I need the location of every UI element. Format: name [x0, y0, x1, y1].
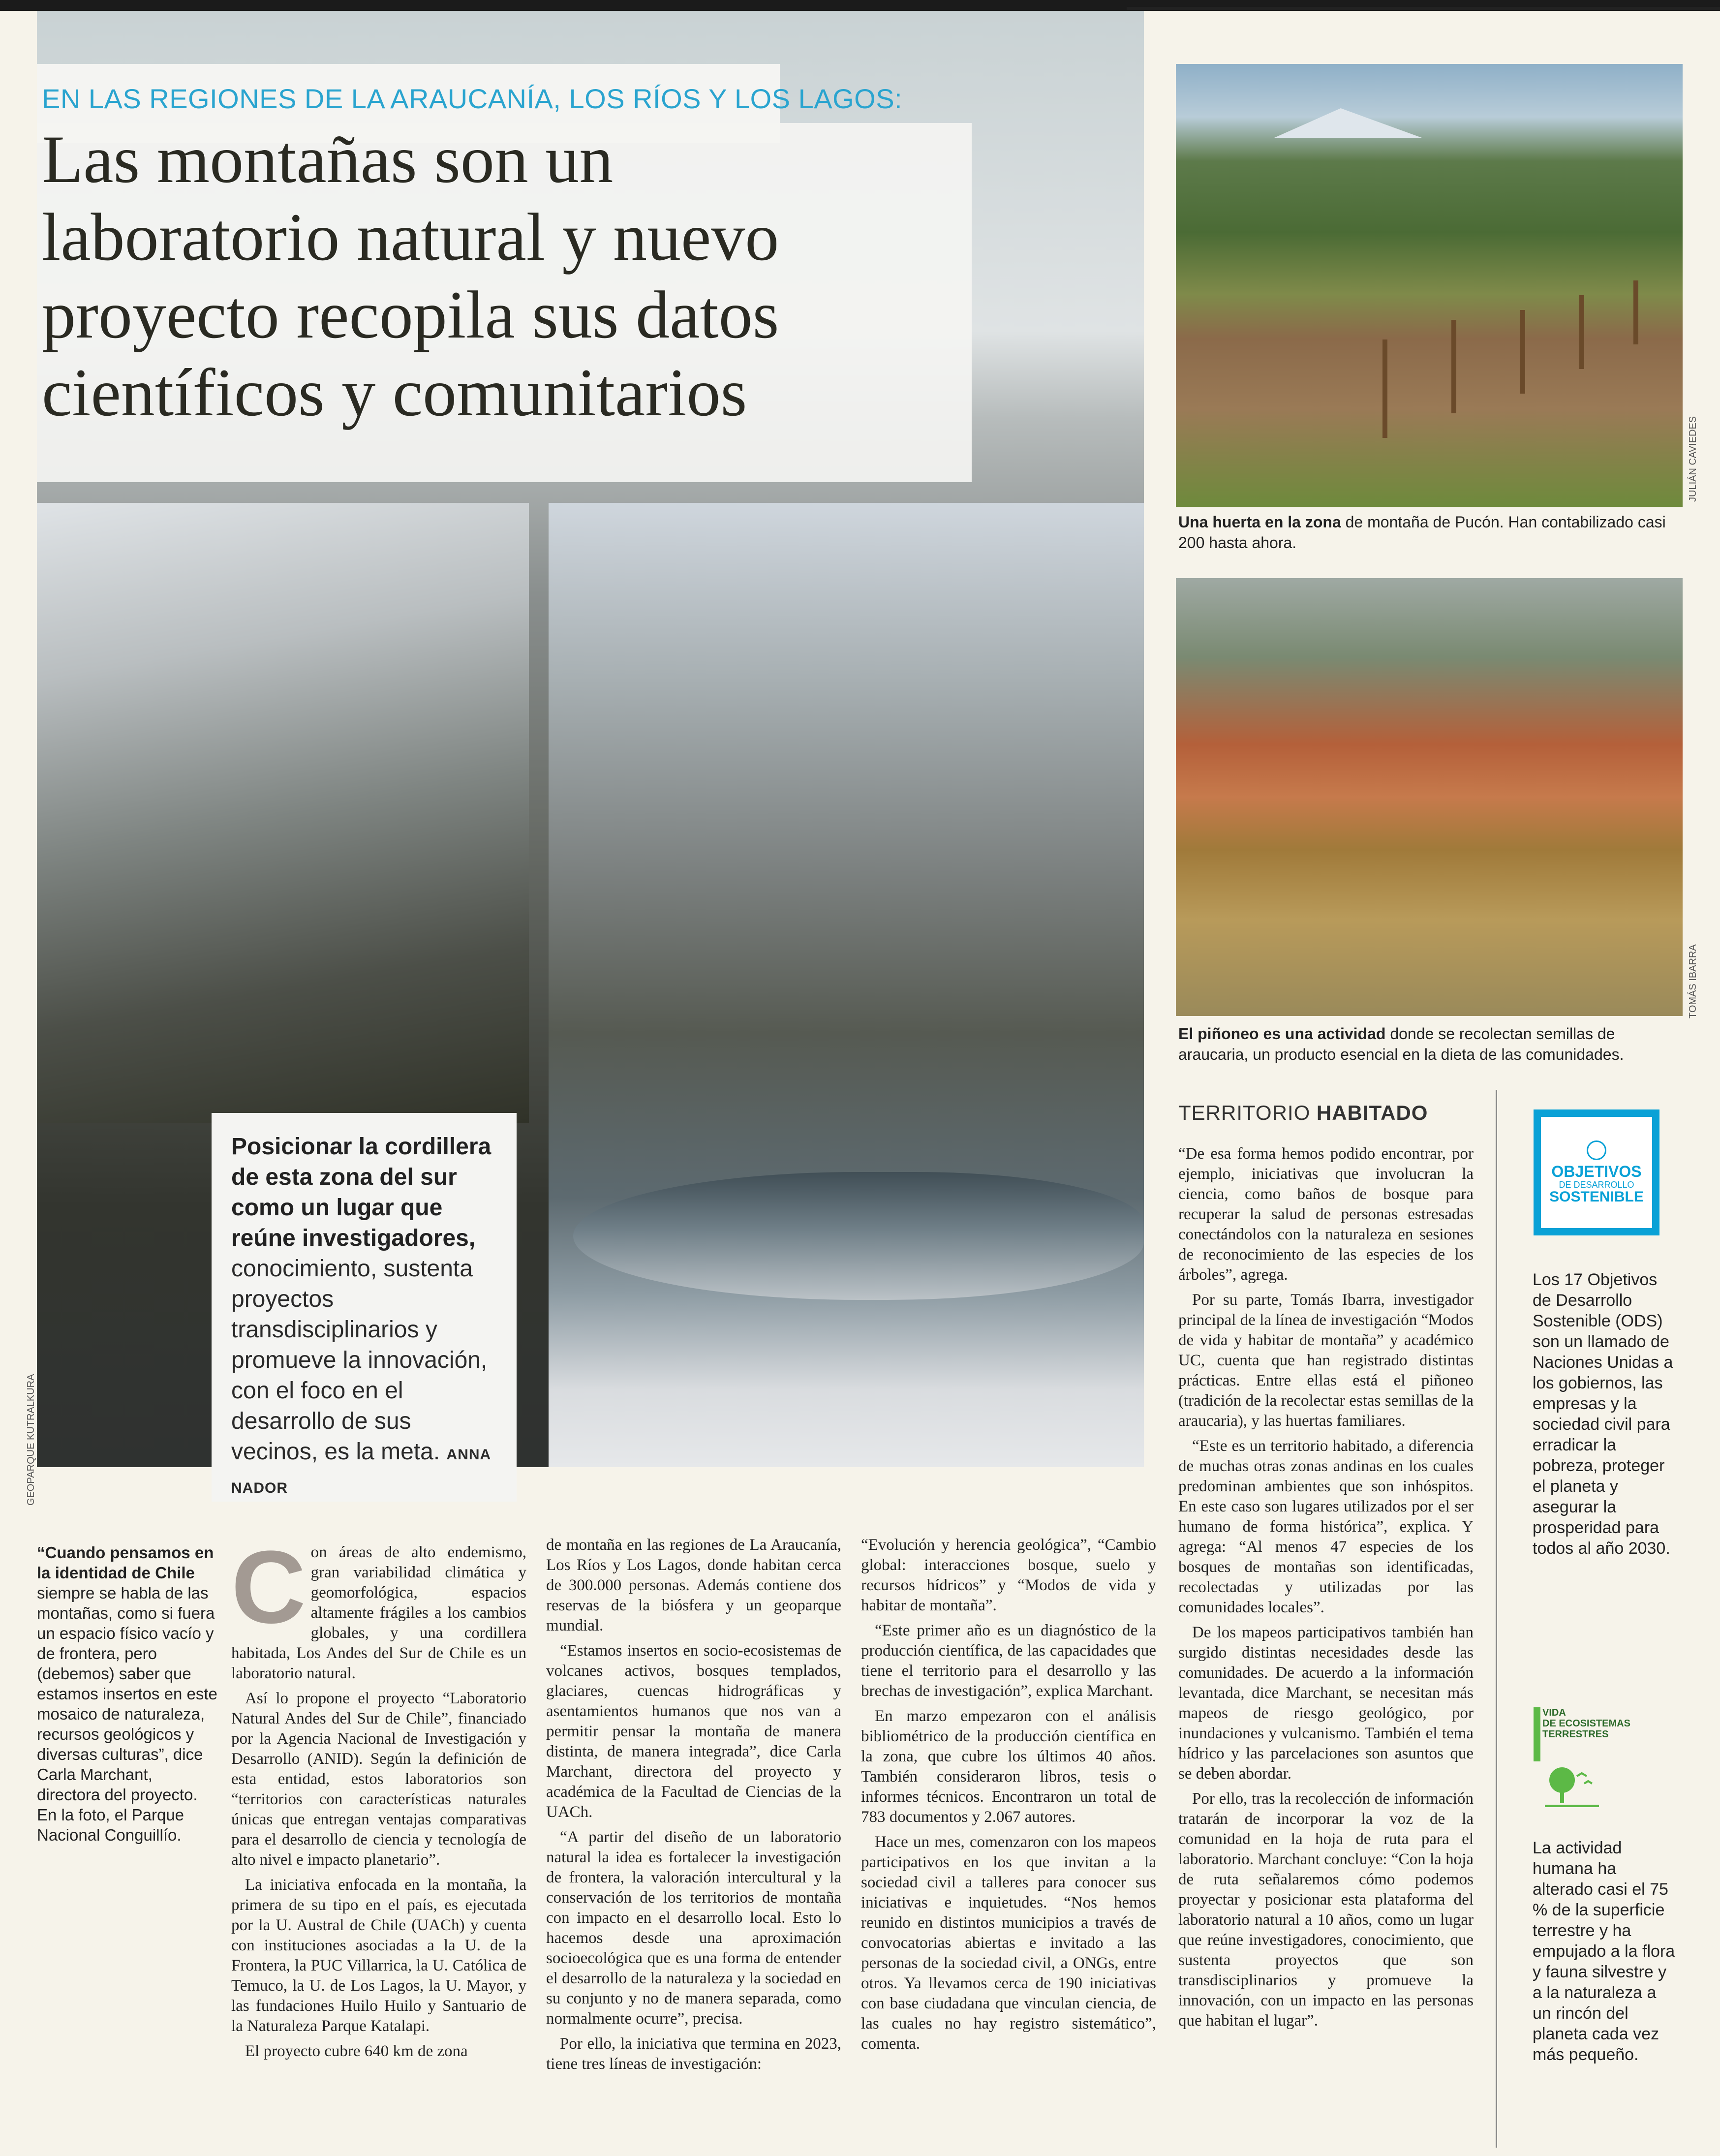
headline-line-2: laboratorio natural y nuevo	[42, 199, 779, 275]
ods-brand-line-2: DE DESARROLLO	[1559, 1180, 1634, 1190]
ods-logo-inner	[1541, 1117, 1652, 1228]
photo-left-panel	[37, 503, 529, 1123]
ods-text: Los 17 Objetivos de Desarrollo Sostenible (ODS) son un llamado de Naciones Unidas a los gobiernos, las empresas y la sociedad civil para erradicar la pobreza, proteger el planeta y asegurar la prosperidad para todos al año 2030.	[1533, 1270, 1673, 1558]
headline-line-4: científicos y comunitarios	[42, 355, 747, 430]
fence-post	[1579, 295, 1584, 369]
photo-mid-caption	[1178, 1023, 1683, 1065]
photo-mid-caption-rest: donde se recolectan semillas de araucaria, un producto esencial en la dieta de las comunidades.	[1178, 1025, 1624, 1063]
eco-label-3: TERRESTRES	[1542, 1729, 1609, 1740]
drop-cap: C	[231, 1529, 306, 1645]
eco-logo	[1534, 1707, 1647, 1816]
body-col4-p1: “De esa forma hemos podido encontrar, por ejemplo, iniciativas que involucran la ciencia, como baños de bosque para recuperar la salud de personas estresadas conectándolos con la naturaleza en sesiones de reconocimiento de las especies de los árboles”, agrega.	[1178, 1145, 1474, 1284]
photo-top-credit: JULIÁN CAVIEDES	[1688, 416, 1698, 502]
eco-label-2: DE ECOSISTEMAS	[1542, 1718, 1630, 1729]
section-title	[1178, 1101, 1428, 1125]
body-col4-p2: Por su parte, Tomás Ibarra, investigador principal de la línea de investigación “Modos de vida y habitar de montaña” y académico UC, cuenta que han registrado distintas prácticas. Entre ellas está el piñoneo (tradición de la recolectar estas semillas de la araucaria), y las huertas familiares.	[1178, 1291, 1474, 1430]
pinoneo-photo	[1176, 578, 1683, 1016]
main-photo-caption	[37, 1542, 219, 1845]
ods-brand-line-3: SOSTENIBLE	[1549, 1189, 1644, 1205]
headline	[42, 121, 967, 431]
eco-text: La actividad humana ha alterado casi el 75 % de la superficie terrestre y ha empujado a la flora y fauna silvestre y a la naturaleza a un rincón del planeta cada vez más pequeño.	[1533, 1839, 1675, 2064]
sidebar-divider	[1496, 1090, 1497, 2148]
body-col2-p4: Por ello, la iniciativa que termina en 2023, tiene tres líneas de investigación:	[546, 2035, 841, 2073]
lead-rest: conocimiento, sustenta proyectos transdisciplinarios y promueve la innovación, con el foco en el desarrollo de sus vecinos, es la meta.	[231, 1256, 488, 1465]
body-col3-p1: “Evolución y herencia geológica”, “Cambio global: interacciones bosque, suelo y recursos hídricos” y “Modos de vida y habitar de montaña”.	[861, 1536, 1156, 1614]
body-col3-p4: Hace un mes, comenzaron con los mapeos participativos en los que invitan a la sociedad civil a talleres para conocer sus iniciativas e inquietudes. “Nos hemos reunido en distintos municipios a través de convocatorias abiertas e invitado a las personas de la sociedad civil, a ONGs, entre otros. Ya llevamos cerca de 190 iniciativas con base ciudadana que vinculan ciencia, de las cuales no hay registro sistemático”, comenta.	[861, 1833, 1156, 2053]
lead-bold: Posicionar la cordillera de esta zona del sur como un lugar que reúne investigadores,	[231, 1134, 491, 1251]
fence-post	[1451, 320, 1456, 413]
body-col1-p1: on áreas de alto endemismo, gran variabilidad climática y geomorfológica, espacios altamente frágiles a los cambios globales, y una cordillera habitada, Los Andes del Sur de Chile es un laboratorio natural.	[231, 1543, 526, 1682]
body-col4-p5: Por ello, tras la recolección de información tratarán de incorporar la voz de la comunidad en la hoja de ruta para el laboratorio. Marchant concluye: “Con la hoja de ruta señalaremos cómo podemos proyectar y posicionar esta plataforma del laboratorio natural a 10 años, como un lugar que reúne investigadores, conocimiento, que sustenta proyectos que son transdisciplinarios y promueve la innovación, con un impacto en las personas que habitan el lugar”.	[1178, 1790, 1474, 2030]
fence-post	[1382, 339, 1387, 438]
body-col3-p3: En marzo empezaron con el análisis bibliométrico de la producción científica en la zona, que cubre los últimos 40 años. También consideraron libros, tesis o informes técnicos. Encontraron un total de 783 documentos y 2.067 autores.	[861, 1707, 1156, 1826]
body-col3-p2: “Este primer año es un diagnóstico de la producción científica, de las capacidades que tiene el territorio para el desarrollo y las brechas de investigación”, explica Marchant.	[861, 1622, 1156, 1700]
photo-mountain-peak	[1274, 108, 1422, 138]
body-col4-p3: “Este es un territorio habitado, a diferencia de muchas otras zonas andinas en los cuales predominan ambientes que son inhóspitos. En este caso son lugares utilizados por el ser humano de forma histórica”, explica. Y agrega: “Al menos 47 especies de los bosques de montañas son identificadas, recolectadas y utilizadas por las comunidades locales”.	[1178, 1437, 1474, 1616]
lake-shape	[573, 1172, 1144, 1300]
tree-icon	[1542, 1761, 1601, 1811]
ods-logo	[1534, 1109, 1659, 1235]
photo-mid-credit: TOMÁS IBARRA	[1688, 944, 1698, 1018]
body-column-3	[861, 1535, 1156, 2059]
body-col2-p3: “A partir del diseño de un laboratorio natural la idea es fortalecer la investigación de frontera, la valoración intercultural y la conservación de los territorios de montaña con impacto en el desarrollo local. Esto lo hacemos desde una aproximación socioecológica que es una forma de entender el desarrollo de la naturaleza y la sociedad en su conjunto y no de manera separada, como normalmente ocurre”, precisa.	[546, 1828, 841, 2028]
body-col1-p3: La iniciativa enfocada en la montaña, la primera de su tipo en el país, es ejecutada por la U. Austral de Chile (UACh) y cuenta con instituciones asociadas a la U. de la Frontera, la PUC Villarrica, la U. Católica de Temuco, la U. de Los Lagos, la U. Mayor, y las fundaciones Huilo Huilo y Santuario de la Naturaleza Parque Katalapi.	[231, 1876, 526, 2035]
eco-logo-strip	[1534, 1707, 1540, 1761]
body-col2-p1: de montaña en las regiones de La Araucanía, Los Ríos y Los Lagos, donde habitan cerca de 300.000 personas. Además contiene dos reservas de la biósfera y un geoparque mundial.	[546, 1536, 841, 1634]
body-col2-p2: “Estamos insertos en socio-ecosistemas de volcanes activos, bosques templados, glaciares, cuencas hidrográficas y asentamientos humanos que nos van a permitir pensar la montaña de manera distinta, de manera integrada”, dice Carla Marchant, directora del proyecto y académica de la Facultad de Ciencias de la UACh.	[546, 1642, 841, 1821]
main-caption-bold: “Cuando pensamos en la identidad de Chile	[37, 1543, 214, 1582]
fence-post	[1520, 310, 1525, 394]
un-emblem-icon	[1587, 1140, 1606, 1160]
headline-line-1: Las montañas son un	[42, 122, 614, 197]
photo-right-panel	[549, 503, 1144, 1467]
photo-top-caption-bold: Una huerta en la zona	[1178, 513, 1341, 531]
photo-mid-caption-bold: El piñoneo es una actividad	[1178, 1025, 1386, 1043]
headline-line-3: proyecto recopila sus datos	[42, 277, 779, 352]
kicker: EN LAS REGIONES DE LA ARAUCANÍA, LOS RÍOS Y LOS LAGOS:	[42, 83, 903, 114]
garden-photo	[1176, 64, 1683, 507]
photo-top-caption-rest: de montaña de Pucón. Han contabilizado casi 200 hasta ahora.	[1178, 513, 1666, 552]
body-column-2	[546, 1535, 841, 2079]
section-title-bold: HABITADO	[1316, 1101, 1428, 1124]
body-column-1	[231, 1529, 526, 2066]
photo-top-caption	[1178, 512, 1683, 553]
ods-brand-line-1: OBJETIVOS	[1551, 1163, 1642, 1180]
top-rule	[1127, 7, 1720, 10]
body-col1-p4: El proyecto cubre 640 km de zona	[245, 2042, 468, 2060]
eco-label-1: VIDA	[1542, 1707, 1566, 1718]
lead-author: ANNA NADOR	[231, 1447, 491, 1496]
main-photo-credit: GEOPARQUE KUTRALKURA	[26, 1374, 36, 1506]
main-caption-rest: siempre se habla de las montañas, como si fuera un espacio físico vacío y de frontera, pero (debemos) saber que estamos insertos en este mosaico de naturaleza, recursos geológicos y diversas culturas”, dice Carla Marchant, directora del proyecto. En la foto, el Parque Nacional Conguillío.	[37, 1584, 217, 1844]
fence-post	[1633, 280, 1638, 344]
body-col1-p2: Así lo propone el proyecto “Laboratorio Natural Andes del Sur de Chile”, financiado por la Agencia Nacional de Investigación y Desarrollo (ANID). Según la definición de esta entidad, estos laboratorios son “territorios con características naturales únicas que entregan ventajas comparativas para el desarrollo de ciencia y tecnología de alto nivel e impacto planetario”.	[231, 1690, 526, 1869]
body-column-4	[1178, 1144, 1474, 2036]
lead-box	[212, 1113, 517, 1502]
section-title-light: TERRITORIO	[1178, 1101, 1317, 1124]
body-col4-p4: De los mapeos participativos también han surgido distintas necesidades desde las comunidades. De acuerdo a la información levantada, dice Marchant, se necesitan más mapeos de riesgo geológico, por inundaciones y vulcanismo. También el tema hídrico y las parcelaciones son asuntos que se deben abordar.	[1178, 1624, 1474, 1783]
eco-logo-label	[1542, 1707, 1630, 1740]
